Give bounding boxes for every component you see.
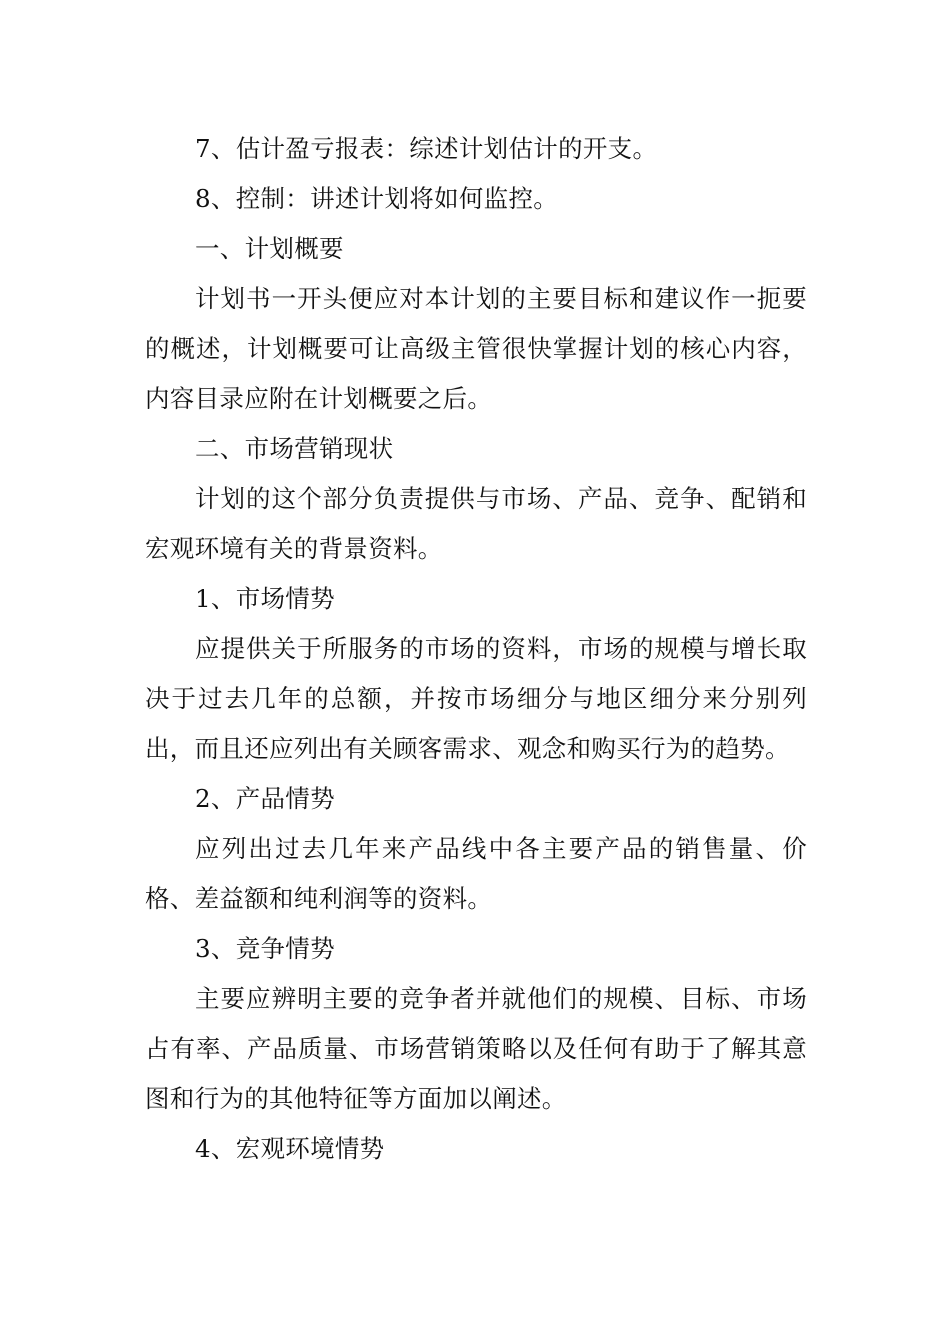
document-body (145, 124, 807, 1174)
subheading-market-situation: 1、市场情势 (195, 584, 335, 613)
paragraph-competition-situation: 主要应辨明主要的竞争者并就他们的规模、目标、市场占有率、产品质量、市场营销策略以及任何有助于了解其意图和行为的其他特征等方面加以阐述。 (145, 984, 807, 1113)
paragraph-marketing-status: 计划的这个部分负责提供与市场、产品、竞争、配销和宏观环境有关的背景资料。 (145, 484, 807, 563)
subheading-competition-situation: 3、竞争情势 (195, 934, 335, 963)
item-7-estimated-profit-loss: 7、估计盈亏报表：综述计划估计的开支。 (195, 134, 658, 163)
paragraph-product-situation: 应列出过去几年来产品线中各主要产品的销售量、价格、差益额和纯利润等的资料。 (145, 834, 807, 913)
item-8-control: 8、控制：讲述计划将如何监控。 (195, 184, 559, 213)
paragraph-plan-summary: 计划书一开头便应对本计划的主要目标和建议作一扼要的概述，计划概要可让高级主管很快掌握计划的核心内容，内容目录应附在计划概要之后。 (145, 284, 807, 413)
section-heading-marketing-status: 二、市场营销现状 (195, 434, 394, 463)
subheading-product-situation: 2、产品情势 (195, 784, 335, 813)
paragraph-market-situation: 应提供关于所服务的市场的资料，市场的规模与增长取决于过去几年的总额，并按市场细分与地区细分来分别列出，而且还应列出有关顾客需求、观念和购买行为的趋势。 (145, 634, 807, 763)
section-heading-plan-summary: 一、计划概要 (195, 234, 344, 263)
subheading-macro-environment: 4、宏观环境情势 (195, 1134, 385, 1163)
